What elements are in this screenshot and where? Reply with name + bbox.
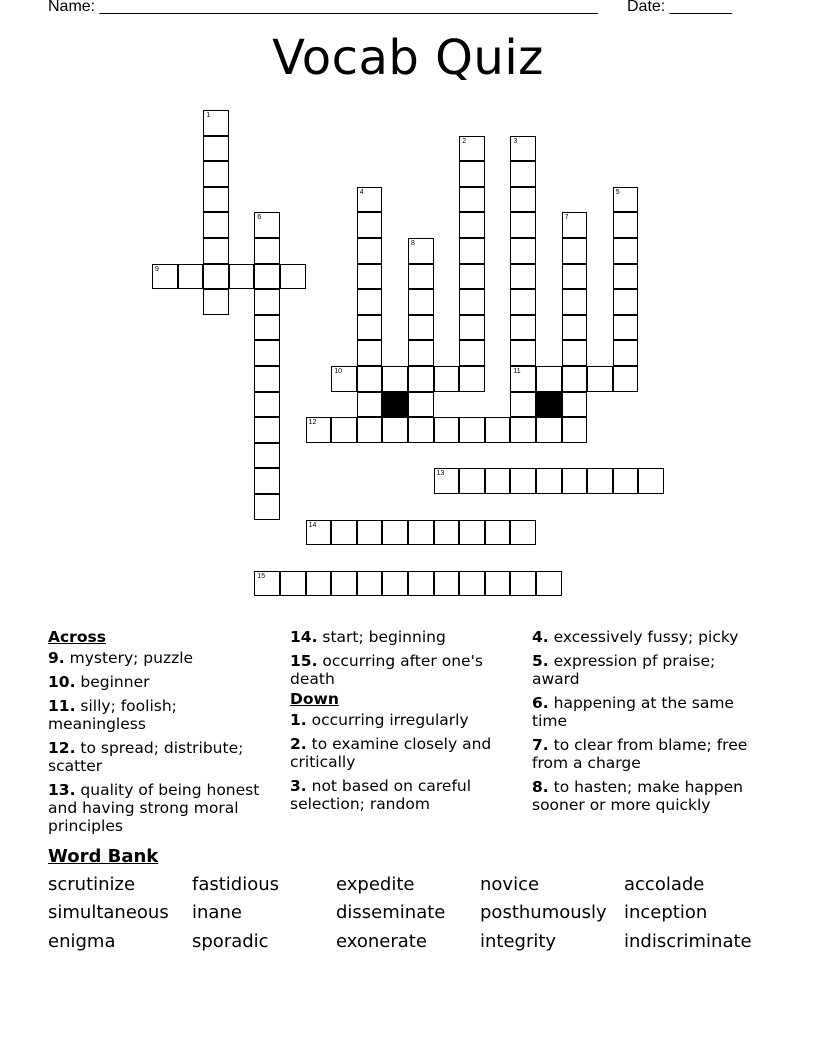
crossword-cell[interactable] [459,264,485,290]
word-bank-word: scrutinize [48,874,136,895]
crossword-cell[interactable] [459,571,485,597]
crossword-cell[interactable] [510,340,536,366]
crossword-cell[interactable] [613,264,639,290]
crossword-cell[interactable] [587,366,613,392]
crossword-cell[interactable] [434,417,460,443]
crossword-cell[interactable] [408,571,434,597]
clues-column-3 [532,628,762,820]
word-bank-word: disseminate [336,902,446,923]
clue-down-3: 3. not based on careful selection; random [290,777,472,813]
crossword-cell[interactable] [459,417,485,443]
crossword-cell[interactable] [613,366,639,392]
crossword-cell[interactable] [203,212,229,238]
crossword-cell[interactable] [331,571,357,597]
crossword-cell[interactable] [459,212,485,238]
crossword-cell[interactable] [587,468,613,494]
crossword-cell[interactable] [485,571,511,597]
crossword-cell[interactable] [254,212,280,238]
crossword-cell[interactable] [459,289,485,315]
crossword-cell[interactable] [382,520,408,546]
word-bank-word: exonerate [336,931,427,952]
word-bank-word: indiscriminate [624,931,752,952]
crossword-cell[interactable] [562,417,588,443]
crossword-cell[interactable] [613,315,639,341]
crossword-cell[interactable] [408,392,434,418]
crossword-cell[interactable] [408,289,434,315]
clue-across-12: 12. to spread; distribute; scatter [48,739,244,775]
clue-number: 10 [334,368,342,375]
crossword-cell[interactable] [280,264,306,290]
crossword-cell[interactable] [510,392,536,418]
clue-down-2: 2. to examine closely and critically [290,735,492,771]
crossword-cell[interactable] [459,187,485,213]
crossword-cell[interactable] [357,264,383,290]
crossword-cell[interactable] [434,520,460,546]
crossword-cell[interactable] [254,494,280,520]
crossword-cell[interactable] [254,340,280,366]
crossword-cell[interactable] [562,289,588,315]
crossword-cell[interactable] [203,289,229,315]
crossword-cell[interactable] [357,520,383,546]
crossword-cell[interactable] [459,136,485,162]
crossword-cell[interactable] [357,340,383,366]
crossword-cell[interactable] [459,238,485,264]
crossword-cell[interactable] [485,520,511,546]
crossword-cell[interactable] [536,417,562,443]
across-heading: Across [48,628,106,646]
crossword-cell[interactable] [382,571,408,597]
crossword-cell[interactable] [408,366,434,392]
crossword-cell[interactable] [306,520,332,546]
word-bank-word: inception [624,902,708,923]
crossword-cell[interactable] [434,468,460,494]
crossword-cell[interactable] [510,161,536,187]
clue-down-8: 8. to hasten; make happen sooner or more quickly [532,778,743,814]
crossword-cell[interactable] [510,136,536,162]
clue-number: 4 [359,188,364,196]
crossword-cell[interactable] [459,161,485,187]
crossword-cell[interactable] [613,340,639,366]
crossword-cell[interactable] [510,264,536,290]
crossword-cell[interactable] [434,366,460,392]
clue-number: 14 [308,521,317,529]
crossword-cell[interactable] [152,264,178,290]
clues-column-2 [290,628,520,819]
crossword-cell[interactable] [510,366,536,392]
clue-down-4: 4. excessively fussy; picky [532,628,739,646]
crossword-cell[interactable] [408,315,434,341]
word-bank-word: sporadic [192,931,269,952]
crossword-cell[interactable] [357,187,383,213]
crossword-cell[interactable] [459,315,485,341]
crossword-cell[interactable] [178,264,204,290]
crossword-cell[interactable] [203,136,229,162]
crossword-cell[interactable] [254,315,280,341]
crossword-cell[interactable] [357,212,383,238]
crossword-cell[interactable] [408,238,434,264]
crossword-cell[interactable] [306,417,332,443]
clue-across-14: 14. start; beginning [290,628,446,646]
clue-down-7: 7. to clear from blame; free from a charge [532,736,748,772]
word-bank-word: accolade [624,874,705,895]
crossword-cell[interactable] [203,110,229,136]
crossword-cell[interactable] [357,417,383,443]
crossword-cell[interactable] [613,238,639,264]
crossword-cell[interactable] [357,392,383,418]
clue-across-13: 13. quality of being honest and having strong moral principles [48,781,260,835]
word-bank-word: expedite [336,874,415,895]
clue-number: 15 [257,572,266,580]
crossword-cell[interactable] [203,187,229,213]
clue-across-10: 10. beginner [48,673,150,691]
crossword-cell[interactable] [536,468,562,494]
word-bank-heading: Word Bank [48,846,159,867]
clue-down-5: 5. expression pf praise; award [532,652,716,688]
crossword-cell[interactable] [510,417,536,443]
word-bank-word: simultaneous [48,902,169,923]
clue-number: 13 [436,470,445,478]
clue-across-15: 15. occurring after one's death [290,652,483,688]
crossword-cell[interactable] [331,417,357,443]
crossword-cell[interactable] [382,417,408,443]
word-bank-word: integrity [480,931,557,952]
crossword-cell[interactable] [254,366,280,392]
clues-column-1 [48,628,278,841]
down-heading: Down [290,690,339,708]
clue-across-11: 11. silly; foolish; meaningless [48,697,177,733]
clue-number: 5 [615,188,620,196]
crossword-cell[interactable] [331,366,357,392]
crossword-cell[interactable] [510,238,536,264]
crossword-cell[interactable] [510,315,536,341]
crossword-cell[interactable] [203,264,229,290]
crossword-cell[interactable] [203,238,229,264]
clue-number: 11 [513,368,521,375]
clue-number: 2 [462,137,467,145]
word-bank-word: enigma [48,931,116,952]
crossword-cell[interactable] [536,571,562,597]
crossword-cell[interactable] [562,315,588,341]
clue-number: 6 [257,214,262,222]
crossword-cell[interactable] [562,264,588,290]
crossword-cell[interactable] [306,571,332,597]
crossword-cell[interactable] [357,315,383,341]
clue-number: 12 [308,419,317,427]
crossword-cell[interactable] [562,212,588,238]
crossword-cell[interactable] [510,520,536,546]
page-title: Vocab Quiz [272,30,544,86]
crossword-cell[interactable] [510,289,536,315]
clue-number: 9 [155,265,159,273]
clue-across-9: 9. mystery; puzzle [48,649,194,667]
crossword-cell[interactable] [357,289,383,315]
crossword-cell[interactable] [510,187,536,213]
crossword-cell[interactable] [408,417,434,443]
crossword-cell[interactable] [510,571,536,597]
crossword-cell[interactable] [254,289,280,315]
crossword-cell[interactable] [536,366,562,392]
word-bank-word: novice [480,874,540,895]
crossword-block [536,392,562,418]
crossword-cell[interactable] [382,366,408,392]
crossword-cell[interactable] [357,366,383,392]
name-line[interactable]: Name: ________________________________________________________ [48,0,598,15]
word-bank-word: fastidious [192,874,280,895]
crossword-cell[interactable] [459,468,485,494]
clue-down-1: 1. occurring irregularly [290,711,469,729]
crossword-cell[interactable] [434,571,460,597]
crossword-cell[interactable] [562,468,588,494]
crossword-cell[interactable] [459,520,485,546]
clue-number: 8 [411,240,415,247]
crossword-cell[interactable] [613,289,639,315]
crossword-cell[interactable] [254,468,280,494]
crossword-cell[interactable] [562,238,588,264]
crossword-cell[interactable] [254,392,280,418]
crossword-block [382,392,408,418]
crossword-cell[interactable] [459,366,485,392]
clue-number: 3 [513,137,518,145]
crossword-cell[interactable] [485,417,511,443]
crossword-cell[interactable] [254,417,280,443]
crossword-cell[interactable] [510,468,536,494]
crossword-cell[interactable] [357,571,383,597]
crossword-cell[interactable] [331,520,357,546]
crossword-cell[interactable] [254,264,280,290]
crossword-cell[interactable] [280,571,306,597]
word-bank-word: inane [192,902,242,923]
clue-number: 1 [206,112,211,119]
crossword-cell[interactable] [229,264,255,290]
crossword-cell[interactable] [510,212,536,238]
crossword-cell[interactable] [638,468,664,494]
crossword-cell[interactable] [562,392,588,418]
crossword-cell[interactable] [254,443,280,469]
crossword-cell[interactable] [613,187,639,213]
crossword-cell[interactable] [562,340,588,366]
clue-number: 7 [564,214,569,222]
crossword-cell[interactable] [254,571,280,597]
clue-down-6: 6. happening at the same time [532,694,734,730]
crossword-cell[interactable] [485,468,511,494]
crossword-cell[interactable] [254,238,280,264]
crossword-cell[interactable] [408,520,434,546]
crossword-cell[interactable] [357,238,383,264]
crossword-cell[interactable] [408,264,434,290]
crossword-cell[interactable] [613,468,639,494]
crossword-cell[interactable] [203,161,229,187]
word-bank-word: posthumously [480,902,607,923]
crossword-cell[interactable] [562,366,588,392]
crossword-cell[interactable] [408,340,434,366]
crossword-cell[interactable] [459,340,485,366]
date-line[interactable]: Date: _______ [627,0,732,15]
crossword-cell[interactable] [613,212,639,238]
